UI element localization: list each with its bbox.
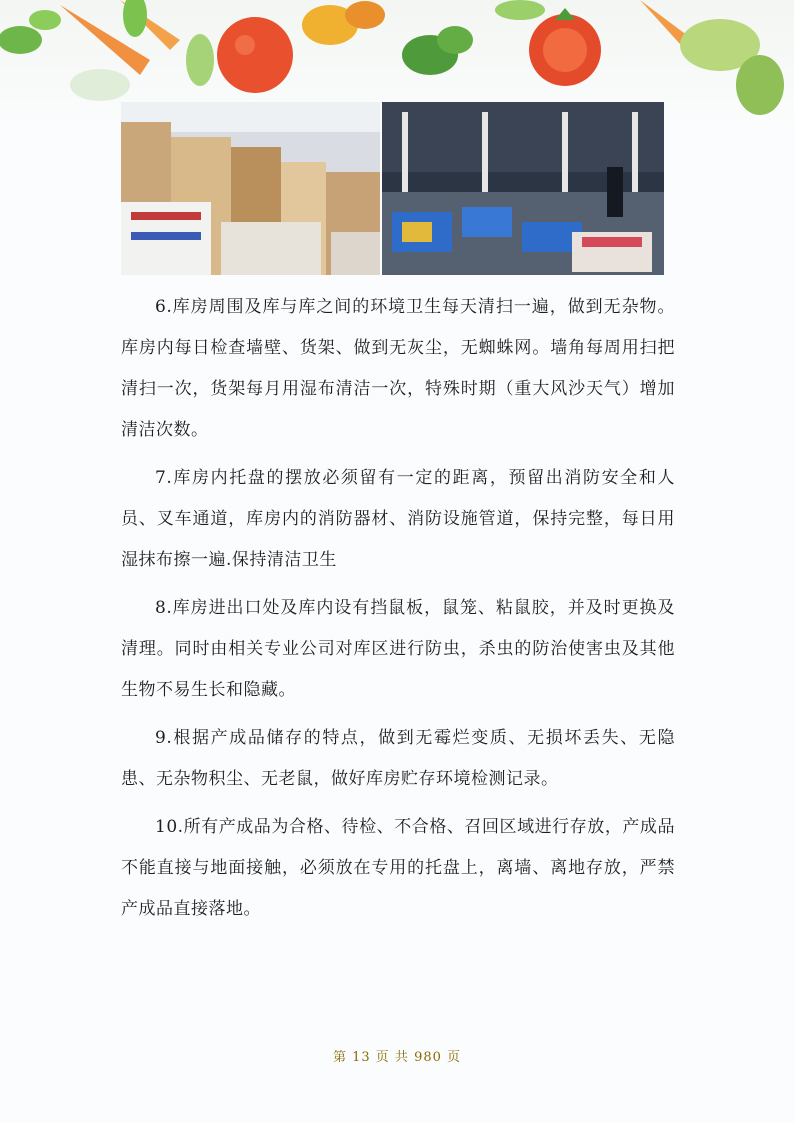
warehouse-pallets-photo [382,102,664,275]
footer-suffix: 页 [447,1050,462,1065]
paragraph: 10.所有产成品为合格、待检、不合格、召回区域进行存放，产成品不能直接与地面接触，必须放在专用的托盘上，离墙、离地存放，严禁产成品直接落地。 [121,817,675,919]
footer-prefix: 第 [332,1050,347,1065]
photo-row [121,102,664,275]
paragraph: 7.库房内托盘的摆放必须留有一定的距离，预留出消防安全和人员、叉车通道，库房内的消防器材、消防设施管道，保持完整，每日用湿抹布擦一遍.保持清洁卫生 [121,468,675,570]
warehouse-shelves-photo [121,102,380,275]
footer-middle: 页 共 [375,1050,409,1065]
document-body [121,287,675,937]
current-page-number: 13 [352,1050,371,1065]
paragraph: 9.根据产成品储存的特点，做到无霉烂变质、无损坏丢失、无隐患、无杂物积尘、无老鼠，做好库房贮存环境检测记录。 [121,728,675,789]
paragraph: 8.库房进出口处及库内设有挡鼠板，鼠笼、粘鼠胶，并及时更换及清理。同时由相关专业公司对库区进行防虫，杀虫的防治使害虫及其他生物不易生长和隐藏。 [121,598,675,700]
page-number-footer [0,1046,794,1065]
total-page-count: 980 [414,1050,442,1065]
paragraph: 6.库房周围及库与库之间的环境卫生每天清扫一遍，做到无杂物。库房内每日检查墙壁、货架、做到无灰尘，无蜘蛛网。墙角每周用扫把清扫一次，货架每月用湿布清洁一次，特殊时期（重大风沙天气）增加清洁次数。 [121,297,675,440]
